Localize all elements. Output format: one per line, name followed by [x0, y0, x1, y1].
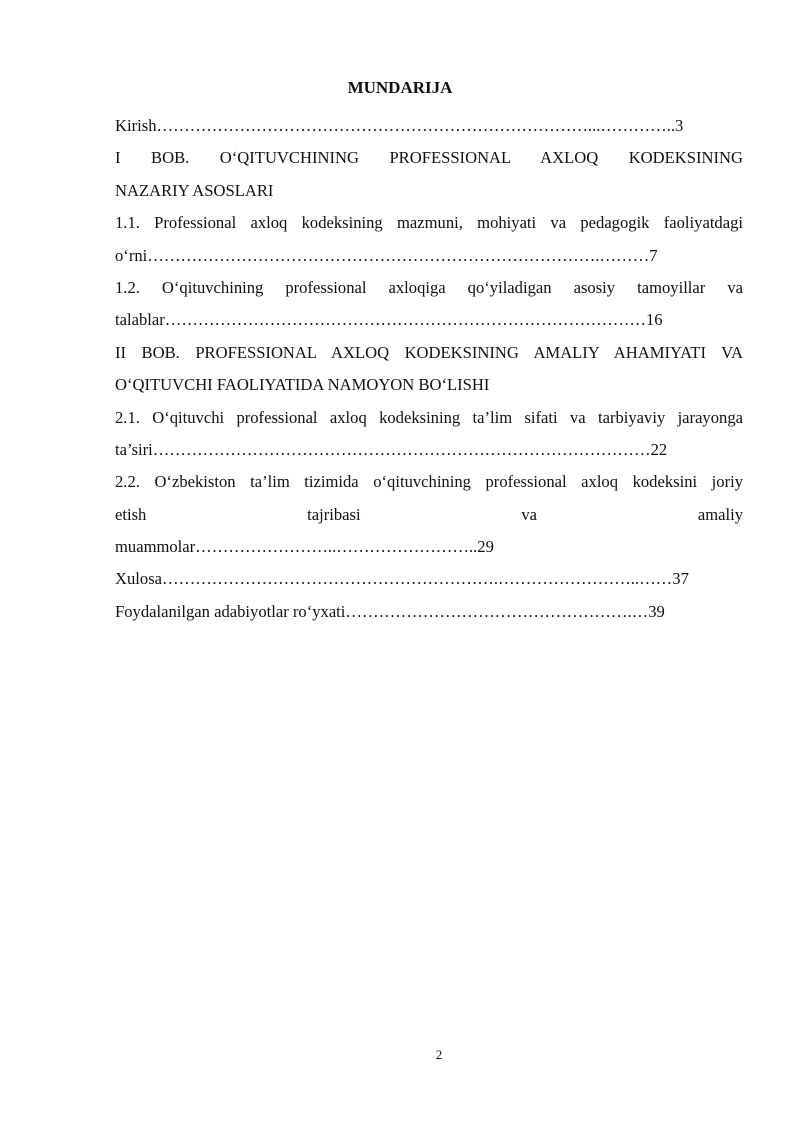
table-of-contents [115, 110, 743, 628]
toc-section-2-1-line-2[interactable]: ta’siri………………………………………………………………………………22 [115, 439, 668, 459]
toc-section-2-1-line-1[interactable]: 2.1. O‘qituvchi professional axloq kodeksining ta’lim sifati va tarbiyaviy jarayonga [115, 407, 743, 427]
toc-section-2-2-line-2[interactable]: etish tajribasi va amaliy [115, 504, 743, 524]
toc-section-2-2-line-1[interactable]: 2.2. O‘zbekiston ta’lim tizimida o‘qituvchining professional axloq kodeksini joriy [115, 472, 743, 492]
toc-title: MUNDARIJA [347, 78, 453, 97]
toc-entry-kirish[interactable]: Kirish……………………………………………………………………...…………..3 [115, 116, 684, 135]
toc-chapter-2-line-1[interactable]: II BOB. PROFESSIONAL AXLOQ KODEKSINING AMALIY AHAMIYATI VA [115, 342, 743, 362]
toc-chapter-1-line-1[interactable]: I BOB. O‘QITUVCHINING PROFESSIONAL AXLOQ KODEKSINING [115, 148, 743, 168]
toc-chapter-1-line-2[interactable]: NAZARIY ASOSLARI [115, 180, 274, 200]
page-number: 2 [435, 1047, 443, 1062]
toc-entry-adabiyotlar[interactable]: Foydalanilgan adabiyotlar ro‘yxati…………………………………………….…39 [115, 601, 665, 621]
toc-section-1-1-line-1[interactable]: 1.1. Professional axloq kodeksining mazmuni, mohiyati va pedagogik faoliyatdagi [115, 213, 743, 233]
toc-section-1-2-line-2[interactable]: talablar……………………………………………………………………………16 [115, 310, 663, 330]
toc-section-2-2-line-3[interactable]: muammolar……………………..……………………..29 [115, 537, 494, 557]
toc-section-1-1-line-2[interactable]: o‘rni……………………………………………………………………….………7 [115, 245, 658, 265]
toc-entry-xulosa[interactable]: Xulosa…………………………………………………….……………………..……37 [115, 569, 689, 589]
toc-section-1-2-line-1[interactable]: 1.2. O‘qituvchining professional axloqiga qo‘yiladigan asosiy tamoyillar va [115, 277, 743, 297]
toc-chapter-2-line-2[interactable]: O‘QITUVCHI FAOLIYATIDA NAMOYON BO‘LISHI [115, 375, 490, 395]
